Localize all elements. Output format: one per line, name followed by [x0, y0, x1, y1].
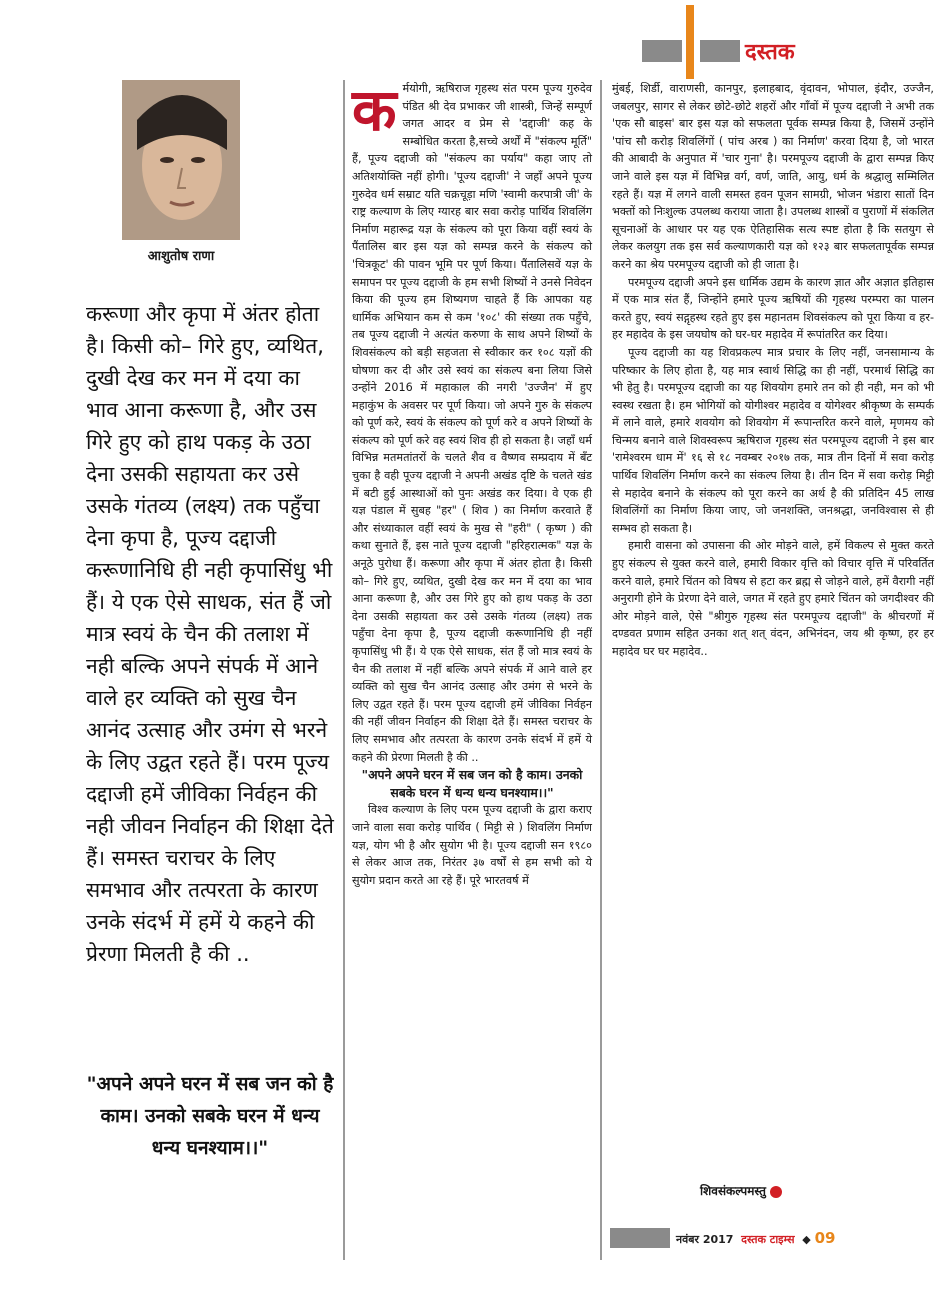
column-divider	[600, 80, 602, 1260]
drop-cap: क	[352, 76, 397, 144]
page-number: 09	[814, 1229, 836, 1247]
photo-caption: आशुतोष राणा	[147, 249, 215, 264]
paragraph: विश्व कल्याण के लिए परम पूज्य दद्दाजी के द्वारा कराए जाने वाला सवा करोड़ पार्थिव ( मिट्टी से ) शिवलिंग निर्माण यज्ञ, योग भी है और सुयोग भी है। पूज्य दद्दाजी सन १९८० से लेकर आज तक, निरंतर ३७ वर्षों से हम सभी को ये सुयोग प्रदान करते आ रहे हैं। पूरे भारतवर्ष में	[352, 803, 592, 887]
bullet-dot-icon	[770, 1186, 782, 1198]
header-grey-bar-2	[700, 40, 740, 62]
article-column-2	[612, 80, 934, 661]
header-grey-bar	[642, 40, 682, 62]
paragraph: मुंबई, शिर्डी, वाराणसी, कानपुर, इलाहबाद, वृंदावन, भोपाल, इंदौर, उज्जैन, जबलपुर, सागर से लेकर छोटे-छोटे शहरों और गाँवों में पूज्य दद्दाजी ने अभी तक 'एक सौ बाइस' बार इस यज्ञ को सफलता पूर्वक सम्पन्न किया है, जिसमें उन्होंने 'पांच सौ करोड़ शिवलिंगों ( पांच अरब ) का निर्माण' करवा दिया है, जो भारत की आबादी के अनुपात में 'चार गुना' है। परमपूज्य दद्दाजी के द्वारा सम्पन्न किए जाने वाले इस यज्ञ में विभिन्न वर्ग, वर्ण, जाति, आयु, धर्म के श्रद्धालु सम्मिलित रहते हैं। यज्ञ में लगने वाली समस्त हवन पूजन सामग्री, भोजन भंडारा सातों दिन भक्तों को निःशुल्क उपलब्ध कराया जाता है। उपलब्ध शास्त्रों व पुराणों में संकलित सूचनाओं के आधार पर यह एक ऐतिहासिक सत्य स्पष्ट होता है कि सतयुग से लेकर कलयुग तक इस सर्व कल्याणकारी यज्ञ को १२३ बार सफलतापूर्वक सम्पन्न करने का श्रेय परमपूज्य दद्दाजी को ही जाता है।	[612, 82, 934, 271]
pull-text: करूणा और कृपा में अंतर होता है। किसी को– गिरे हुए, व्यथित, दुखी देख कर मन में दया का भाव आना करूणा है, और उस गिरे हुए को हाथ पकड़ के उठा देना उसकी सहायता कर उसे उसके गंतव्य (लक्ष्य) तक पहुँचा देना कृपा है, पूज्य दद्दाजी करूणानिधि ही नही कृपासिंधु भी हैं। ये एक ऐसे साधक, संत हैं जो मात्र स्वयं के चैन की तलाश में नही बल्कि अपने संपर्क में आने वाले हर व्यक्ति को सुख चैन आनंद उत्साह और उमंग से भरने के लिए उद्वत रहते हैं। परम पूज्य दद्दाजी हमें जीविका निर्वहन की नही जीवन निर्वाहन की शिक्षा देते हैं। समस्त चराचर के लिए समभाव और तत्परता के कारण उनके संदर्भ में हमें ये कहने की प्रेरणा मिलती है की ..	[86, 302, 334, 966]
paragraph: र्मयोगी, ऋषिराज गृहस्थ संत परम पूज्य गुरुदेव पंडित श्री देव प्रभाकर जी शास्त्री, जिन्हें सम्पूर्ण जगत आदर व प्रेम से 'दद्दाजी' कह के सम्बोधित करता है,सच्चे अर्थों में "संकल्प मूर्ति" हैं, पूज्य दद्दाजी को "संकल्प का पर्याय" कहा जाए तो अतिशयोक्ति नहीं होगी। 'पूज्य दद्दाजी' ने जहाँ अपने पूज्य गुरुदेव धर्म सम्राट यति चक्रचूड़ा मणि 'स्वामी करपात्री जी' के राष्ट्र कल्याण के लिए ग्यारह बार सवा करोड़ पार्थिव शिवलिंग निर्माण महारूद्र यज्ञ के संकल्प को पूरा किया वहीं स्वयं के पैंतालिस बार इस यज्ञ को सम्पन्न करने के संकल्प को 'चित्रकूट' की पावन भूमि पर पूर्ण किया। पैंतालिसवें यज्ञ के समापन पर पूज्य दद्दाजी के हम सभी शिष्यों ने उनसे निवेदन किया की पूज्य हम शिष्यगण चाहते हैं कि आपका यह धार्मिक अभियान कम से कम '१०८' की संख्या तक पहुँचे, तब पूज्य दद्दाजी ने अत्यंत करुणा के साथ अपने शिष्यों के शिवसंकल्प को बड़ी सहजता से स्वीकार कर १०८ यज्ञों की घोषणा कर दी और उसे स्वयं का संकल्प बना लिया जिसे उन्होंने 2016 में महाकाल की नगरी 'उज्जैन' में हुए महाकुंभ के अवसर पर पूर्ण किया। जो अपने गुरु के संकल्प को पूर्ण करे, स्वयं के संकल्प को पूर्ण करे व अपने शिष्यों के संकल्प को पूर्ण करे वह स्वयं शिव ही हो सकता है। जहाँ धर्म विभिन्न मतमतांतरों के चलते शैव व वैष्णव सम्प्रदाय में बँट चुका है वही पूज्य दद्दाजी ने अपनी अखंड दृष्टि के चलते खंड में बटी हुई आस्थाओं को पुनः अखंड कर दिया। वे एक ही यज्ञ पंडाल में सुबह "हर" ( शिव ) का निर्माण करवाते हैं और संध्याकाल वहीं स्वयं के मुख से "हरी" ( कृष्ण ) की कथा सुनाते हैं, इस नाते पूज्य दद्दाजी "हरिहरात्मक" यज्ञ के अनूठे पुरोधा हैं। करूणा और कृपा में अंतर होता है। किसी को– गिरे हुए, व्यथित, दुखी देख कर मन में दया का भाव आना करूणा है, और उस गिरे हुए को हाथ पकड़ के उठा देना उसकी सहायता कर उसे उसके गंतव्य (लक्ष्य) तक पहुँचा देना कृपा है, पूज्य दद्दाजी करूणानिधि ही नहीं कृपासिंधु भी हैं। ये एक ऐसे साधक, संत हैं जो मात्र स्वयं के चैन की तलाश में नहीं बल्कि अपने संपर्क में आने वाले हर व्यक्ति को सुख चैन आनंद उत्साह और उमंग से भरने के लिए उद्वत रहते हैं। परम पूज्य दद्दाजी हमें जीविका निर्वहन की नहीं जीवन निर्वाहन की शिक्षा देते हैं। समस्त चराचर के लिए समभाव और तत्परता के कारण उनके संदर्भ में हमें ये कहने की प्रेरणा मिलती है की ..	[352, 82, 592, 764]
pull-quote: "अपने अपने घरन में सब जन को है काम। उनको सबके घरन में धन्य धन्य घनश्याम।।"	[86, 1073, 334, 1159]
author-photo	[122, 80, 240, 240]
signature	[700, 1182, 900, 1199]
header-orange-bar	[686, 5, 694, 79]
footer-month: नवंबर 2017	[676, 1233, 734, 1246]
portrait-image	[122, 80, 240, 240]
footer-grey-bar	[610, 1228, 670, 1248]
magazine-logo: दस्तक	[745, 40, 795, 65]
paragraph: परमपूज्य दद्दाजी अपने इस धार्मिक उद्यम के कारण ज्ञात और अज्ञात इतिहास में एक मात्र संत हैं, जिन्होंने हमारे पूज्य ऋषियों की गृहस्थ परम्परा का पालन करते हुए, स्वयं सद्गृहस्थ रहते हुए इस महानतम शिवसंकल्प को पूरा किया व हर-हर महादेव के इस जयघोष को घर-घर महादेव में रूपांतरित कर दिया।	[612, 275, 934, 342]
quote-bold: "अपने अपने घरन में सब जन को है काम। उनको सबके घरन में धन्य धन्य घनश्याम।।"	[361, 767, 583, 800]
paragraph: पूज्य दद्दाजी का यह शिवप्रकल्प मात्र प्रचार के लिए नहीं, जनसामान्य के परिष्कार के लिए होता है, यह मात्र स्वार्थ सिद्धि का ही नहीं, परमार्थ सिद्धि का भी हेतु है। परमपूज्य दद्दाजी का यह शिवयोग हमारे तन को ही नही, मन को भी स्वस्थ रखता है। हम भोगियों को योगीश्वर महादेव व योगेश्वर श्रीकृष्ण के सम्पर्क में लाने वाले, हमारे शवयोग को शिवयोग में रूपान्तरित करने वाले, मृणमय को चिन्मय बनाने वाले शिवस्वरूप ऋषिराज गृहस्थ संत परमपूज्य दद्दाजी ने इस बार 'रामेश्वरम धाम में' १६ से १८ नवम्बर २०१७ तक, मात्र तीन दिनों में सवा करोड़ पार्थिव शिवलिंग निर्माण करने का संकल्प लिया है। तीन दिन में सवा करोड़ मिट्टी से महादेव बनाने के संकल्प को पूरा करने का अर्थ है की प्रतिदिन 45 लाख शिवलिंगों का निर्माण किया जाए, जो जनशक्ति, जनश्रद्धा, जनविश्वास से ही सम्भव हो सकता है।	[612, 345, 934, 535]
column-divider	[343, 80, 345, 1260]
signature-text: शिवसंकल्पमस्तु	[700, 1184, 766, 1198]
article-column-1	[352, 76, 592, 889]
footer: नवंबर 2017 दस्तक टाइम्स ◆ 09	[676, 1228, 866, 1248]
paragraph: हमारी वासना को उपासना की ओर मोड़ने वाले, हमें विकल्प से मुक्त करते हुए संकल्प से युक्त करने वाले, हमारी विकार वृत्ति को विचार वृत्ति में परिवर्तित करने वाले, हमारे चिंतन को विषय से हटा कर ब्रह्म से जोड़ने वाले, हमें वैरागी नहीं अनुरागी होने के प्रेरणा देने वाले, जगत में रहते हुए हमारे चिंतन को जगदीश्वर की ओर मोड़ने वाले, ऐसे "श्रीगुरु गृहस्थ संत परमपूज्य दद्दाजी" के श्रीचरणों में दण्डवत प्रणाम सहित उनका शत् शत् वंदन, अभिनंदन, जय श्री कृष्ण, हर हर महादेव घर घर महादेव..	[612, 539, 934, 658]
footer-magazine: दस्तक टाइम्स	[741, 1233, 795, 1246]
